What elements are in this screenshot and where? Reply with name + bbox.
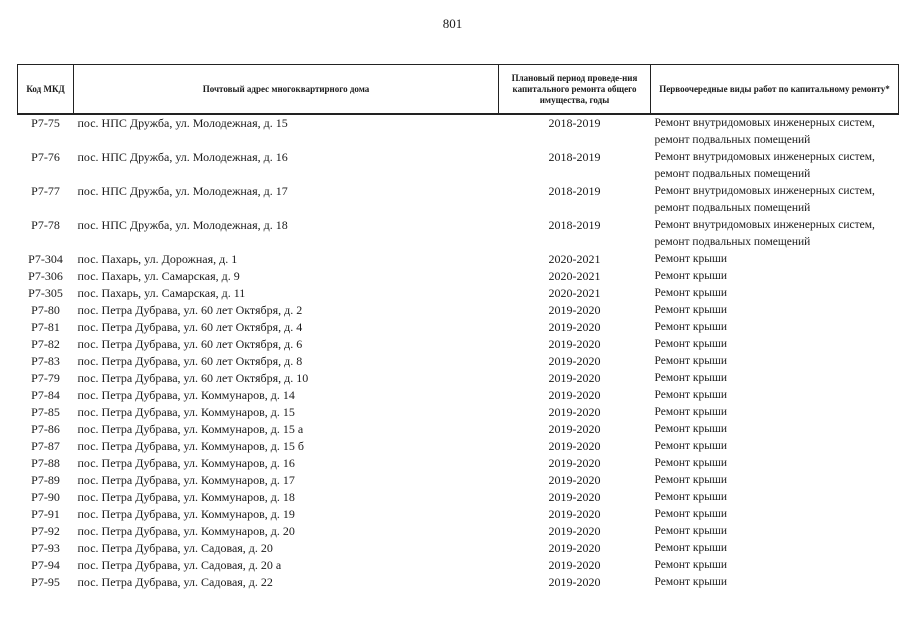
row-works: Ремонт крыши — [654, 355, 728, 367]
table-row — [18, 387, 899, 404]
row-period: 2018-2019 — [548, 150, 601, 164]
table-row — [18, 540, 899, 557]
table-row — [18, 319, 899, 336]
row-code: Р7-79 — [31, 371, 60, 385]
row-address: пос. НПС Дружба, ул. Молодежная, д. 16 — [77, 150, 288, 164]
row-address: пос. Петра Дубрава, ул. 60 лет Октября, д. 4 — [77, 320, 303, 334]
row-period: 2019-2020 — [548, 354, 601, 368]
row-address: пос. Петра Дубрава, ул. Коммунаров, д. 19 — [77, 507, 295, 521]
row-address: пос. Петра Дубрава, ул. Садовая, д. 22 — [77, 575, 273, 589]
row-address: пос. Петра Дубрава, ул. 60 лет Октября, д. 6 — [77, 337, 303, 351]
row-address: пос. НПС Дружба, ул. Молодежная, д. 15 — [77, 116, 288, 130]
table-row — [18, 217, 899, 251]
row-period: 2019-2020 — [548, 439, 601, 453]
row-works: Ремонт крыши — [654, 389, 728, 401]
row-works: Ремонт внутридомовых инженерных систем, ремонт подвальных помещений — [654, 219, 875, 248]
row-period: 2019-2020 — [548, 388, 601, 402]
row-code: Р7-91 — [31, 507, 60, 521]
row-period: 2018-2019 — [548, 218, 601, 232]
row-period: 2019-2020 — [548, 473, 601, 487]
row-works: Ремонт крыши — [654, 508, 728, 520]
row-period: 2019-2020 — [548, 456, 601, 470]
row-address: пос. Петра Дубрава, ул. Коммунаров, д. 20 — [77, 524, 295, 538]
row-code: Р7-85 — [31, 405, 60, 419]
row-code: Р7-86 — [31, 422, 60, 436]
page-number: 801 — [442, 16, 463, 31]
table-row — [18, 421, 899, 438]
row-address: пос. НПС Дружба, ул. Молодежная, д. 17 — [77, 184, 288, 198]
repair-schedule-table — [17, 64, 899, 591]
row-works: Ремонт внутридомовых инженерных систем, ремонт подвальных помещений — [654, 117, 875, 146]
row-period: 2020-2021 — [548, 286, 601, 300]
row-code: Р7-78 — [31, 218, 60, 232]
row-address: пос. Петра Дубрава, ул. 60 лет Октября, д. 8 — [77, 354, 303, 368]
row-address: пос. Петра Дубрава, ул. Коммунаров, д. 15 а — [77, 422, 304, 436]
row-address: пос. Петра Дубрава, ул. Садовая, д. 20 — [77, 541, 273, 555]
row-works: Ремонт крыши — [654, 253, 728, 265]
row-period: 2019-2020 — [548, 303, 601, 317]
row-works: Ремонт крыши — [654, 406, 728, 418]
header-period: Плановый период проведе-ния капитального ремонта общего имущества, годы — [499, 65, 651, 115]
row-code: Р7-77 — [31, 184, 60, 198]
row-period: 2019-2020 — [548, 507, 601, 521]
row-code: Р7-82 — [31, 337, 60, 351]
row-period: 2019-2020 — [548, 541, 601, 555]
row-works: Ремонт внутридомовых инженерных систем, ремонт подвальных помещений — [654, 185, 875, 214]
row-works: Ремонт крыши — [654, 321, 728, 333]
row-period: 2018-2019 — [548, 116, 601, 130]
table-row — [18, 302, 899, 319]
table-row — [18, 574, 899, 591]
table-row — [18, 336, 899, 353]
row-address: пос. НПС Дружба, ул. Молодежная, д. 18 — [77, 218, 288, 232]
row-works: Ремонт крыши — [654, 491, 728, 503]
table-row — [18, 114, 899, 149]
row-works: Ремонт крыши — [654, 525, 728, 537]
row-code: Р7-94 — [31, 558, 60, 572]
row-period: 2019-2020 — [548, 490, 601, 504]
row-code: Р7-93 — [31, 541, 60, 555]
row-address: пос. Петра Дубрава, ул. Коммунаров, д. 15 б — [77, 439, 304, 453]
table-row — [18, 285, 899, 302]
row-address: пос. Пахарь, ул. Самарская, д. 9 — [77, 269, 240, 283]
table-body — [18, 114, 899, 591]
row-works: Ремонт крыши — [654, 457, 728, 469]
row-works: Ремонт крыши — [654, 338, 728, 350]
row-address: пос. Петра Дубрава, ул. Садовая, д. 20 а — [77, 558, 282, 572]
row-works: Ремонт внутридомовых инженерных систем, ремонт подвальных помещений — [654, 151, 875, 180]
row-code: Р7-76 — [31, 150, 60, 164]
row-code: Р7-84 — [31, 388, 60, 402]
row-works: Ремонт крыши — [654, 304, 728, 316]
row-code: Р7-83 — [31, 354, 60, 368]
header-address: Почтовый адрес многоквартирного дома — [74, 65, 499, 115]
row-address: пос. Петра Дубрава, ул. 60 лет Октября, д. 10 — [77, 371, 309, 385]
row-address: пос. Петра Дубрава, ул. Коммунаров, д. 18 — [77, 490, 295, 504]
table-row — [18, 455, 899, 472]
table-row — [18, 438, 899, 455]
row-code: Р7-90 — [31, 490, 60, 504]
row-code: Р7-304 — [28, 252, 63, 266]
row-address: пос. Петра Дубрава, ул. Коммунаров, д. 17 — [77, 473, 295, 487]
row-period: 2020-2021 — [548, 252, 601, 266]
row-period: 2019-2020 — [548, 558, 601, 572]
row-period: 2020-2021 — [548, 269, 601, 283]
row-code: Р7-88 — [31, 456, 60, 470]
row-works: Ремонт крыши — [654, 559, 728, 571]
table-row — [18, 370, 899, 387]
table-row — [18, 557, 899, 574]
table-row — [18, 506, 899, 523]
row-works: Ремонт крыши — [654, 372, 728, 384]
row-works: Ремонт крыши — [654, 440, 728, 452]
row-works: Ремонт крыши — [654, 474, 728, 486]
table-row — [18, 489, 899, 506]
row-code: Р7-89 — [31, 473, 60, 487]
table-row — [18, 404, 899, 421]
row-code: Р7-75 — [31, 116, 60, 130]
row-code: Р7-87 — [31, 439, 60, 453]
table-row — [18, 353, 899, 370]
table-row — [18, 251, 899, 268]
header-works: Первоочередные виды работ по капитальному ремонту* — [651, 65, 899, 115]
row-code: Р7-306 — [28, 269, 63, 283]
table-row — [18, 523, 899, 540]
row-works: Ремонт крыши — [654, 576, 728, 588]
row-period: 2019-2020 — [548, 371, 601, 385]
row-period: 2019-2020 — [548, 337, 601, 351]
header-code: Код МКД — [18, 65, 74, 115]
row-code: Р7-305 — [28, 286, 63, 300]
table-row — [18, 472, 899, 489]
table-header — [18, 65, 899, 115]
row-address: пос. Петра Дубрава, ул. Коммунаров, д. 16 — [77, 456, 295, 470]
row-period: 2019-2020 — [548, 320, 601, 334]
row-period: 2019-2020 — [548, 422, 601, 436]
row-works: Ремонт крыши — [654, 542, 728, 554]
row-address: пос. Петра Дубрава, ул. 60 лет Октября, д. 2 — [77, 303, 303, 317]
row-period: 2018-2019 — [548, 184, 601, 198]
row-code: Р7-81 — [31, 320, 60, 334]
row-period: 2019-2020 — [548, 405, 601, 419]
row-address: пос. Петра Дубрава, ул. Коммунаров, д. 15 — [77, 405, 295, 419]
row-address: пос. Петра Дубрава, ул. Коммунаров, д. 14 — [77, 388, 295, 402]
row-code: Р7-92 — [31, 524, 60, 538]
row-works: Ремонт крыши — [654, 270, 728, 282]
table-row — [18, 183, 899, 217]
row-period: 2019-2020 — [548, 524, 601, 538]
table-row — [18, 149, 899, 183]
row-address: пос. Пахарь, ул. Самарская, д. 11 — [77, 286, 246, 300]
row-address: пос. Пахарь, ул. Дорожная, д. 1 — [77, 252, 238, 266]
row-code: Р7-95 — [31, 575, 60, 589]
row-code: Р7-80 — [31, 303, 60, 317]
table-row — [18, 268, 899, 285]
row-works: Ремонт крыши — [654, 423, 728, 435]
row-works: Ремонт крыши — [654, 287, 728, 299]
row-period: 2019-2020 — [548, 575, 601, 589]
